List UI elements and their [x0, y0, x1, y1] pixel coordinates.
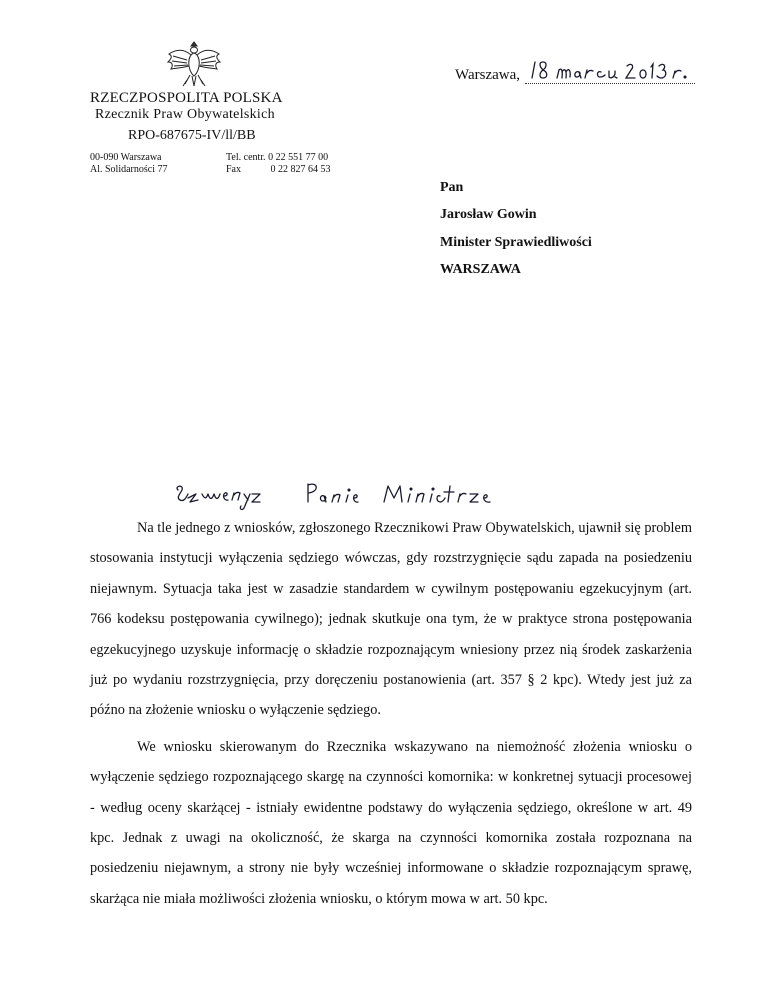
recipient-salutation: Pan: [440, 180, 464, 195]
reference-number: RPO-687675-IV/ll/BB: [128, 128, 256, 143]
body-paragraph: We wniosku skierowanym do Rzecznika wskazywano na niemożność złożenia wniosku o wyłączenie sędziego rozpoznającego skargę na czynności komornika: w konkretnej sytuacji procesowej - według oceny skarżącej - istniały ewidentne podstawy do wyłączenia sędziego, określone w art. 49 kpc. Jednak z uwagi na okoliczność, że skarga na czynności komornika została rozpoznana na posiedzeniu niejawnym, a strony nie były wcześniej informowane o składzie rozpoznającym sprawę, skarżąca nie miała możliwości złożenia wniosku, o którym mowa w art. 50 kpc.: [90, 738, 692, 907]
date-label: Warszawa,: [455, 67, 521, 83]
handwritten-greeting: [172, 476, 512, 516]
recipient-name: Jarosław Gowin: [440, 207, 537, 222]
address-line: Al. Solidarności 77: [90, 164, 168, 175]
address-block: [90, 152, 168, 176]
institution-name: RZECZPOSPOLITA POLSKA: [90, 90, 283, 106]
tel-line: [226, 152, 331, 164]
recipient-title: Minister Sprawiedliwości: [440, 235, 592, 250]
date-line: [455, 62, 695, 88]
tel-value: 0 22 551 77 00: [268, 152, 329, 163]
letter-body: [90, 513, 692, 920]
eagle-emblem-icon: [165, 40, 223, 90]
fax-value: 0 22 827 64 53: [270, 164, 331, 175]
fax-line: [226, 164, 331, 176]
institution-subtitle: Rzecznik Praw Obywatelskich: [95, 107, 275, 122]
fax-label: Fax: [226, 164, 241, 175]
body-paragraph: Na tle jednego z wniosków, zgłoszonego Rzecznikowi Praw Obywatelskich, ujawnił się problem stosowania instytucji wyłączenia sędziego wówczas, gdy rozstrzygnięcie sądu zapada na posiedzeniu niejawnym. Sytuacja taka jest w zasadzie standardem w cywilnym postępowaniu egzekucyjnym (art. 766 kodeksu postępowania cywilnego); jednak skutkuje ona tym, że w praktyce strona postępowania egzekucyjnego uzyskuje informację o składzie rozpoznającym wniesiony przez nią środek zaskarżenia już po wydaniu rozstrzygnięcia, przy doręczeniu postanowienia (art. 357 § 2 kpc). Wtedy jest już za późno na złożenie wniosku o wyłączenie sędziego.: [90, 520, 692, 719]
date-dotted-line: [525, 83, 695, 84]
handwritten-date-signature: [527, 58, 692, 82]
tel-label: Tel. centr.: [226, 152, 266, 163]
contact-block: [226, 152, 331, 176]
recipient-city: WARSZAWA: [440, 262, 521, 277]
address-line: 00-090 Warszawa: [90, 152, 162, 163]
